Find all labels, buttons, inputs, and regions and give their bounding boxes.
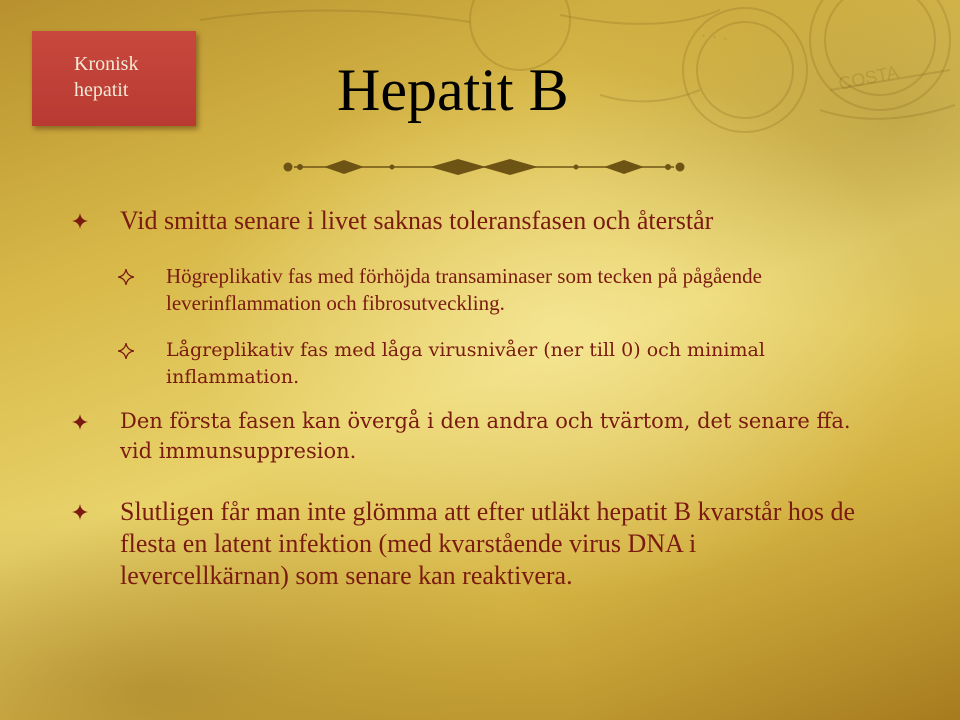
bullet-item xyxy=(72,204,892,237)
four-point-star-icon xyxy=(72,414,88,430)
four-point-star-icon xyxy=(72,213,88,229)
section-label-line-2: hepatit xyxy=(74,79,129,101)
sub-bullet-text: Högreplikativ fas med förhöjda transaminaser som tecken på pågående leverinflammation och fibrosutveckling. xyxy=(166,264,762,315)
bullet-item xyxy=(72,496,862,592)
sub-bullet-item xyxy=(118,337,878,391)
four-point-star-icon xyxy=(118,269,134,285)
bullet-text: Slutligen får man inte glömma att efter utläkt hepatit B kvarstår hos de flesta en latent infektion (med kvarstående virus DNA i levercellkärnan) som senare kan reaktivera. xyxy=(120,497,856,590)
sub-bullet-item xyxy=(118,263,878,317)
svg-text:COSTA: COSTA xyxy=(836,61,901,94)
svg-text:· · ·: · · · xyxy=(699,24,730,48)
four-point-star-icon xyxy=(72,504,88,520)
bullet-text: Den första fasen kan övergå i den andra och tvärtom, det senare ffa. vid immunsuppresion. xyxy=(120,409,851,463)
sub-bullet-text: Lågreplikativ fas med låga virusnivåer (ner till 0) och minimal inflammation. xyxy=(166,339,765,388)
slide-title: Hepatit B xyxy=(337,57,569,123)
bullet-item xyxy=(72,406,852,466)
four-point-star-icon xyxy=(118,343,134,359)
section-label-line-1: Kronisk xyxy=(74,53,139,75)
bullet-text: Vid smitta senare i livet saknas toleransfasen och återstår xyxy=(120,206,714,235)
